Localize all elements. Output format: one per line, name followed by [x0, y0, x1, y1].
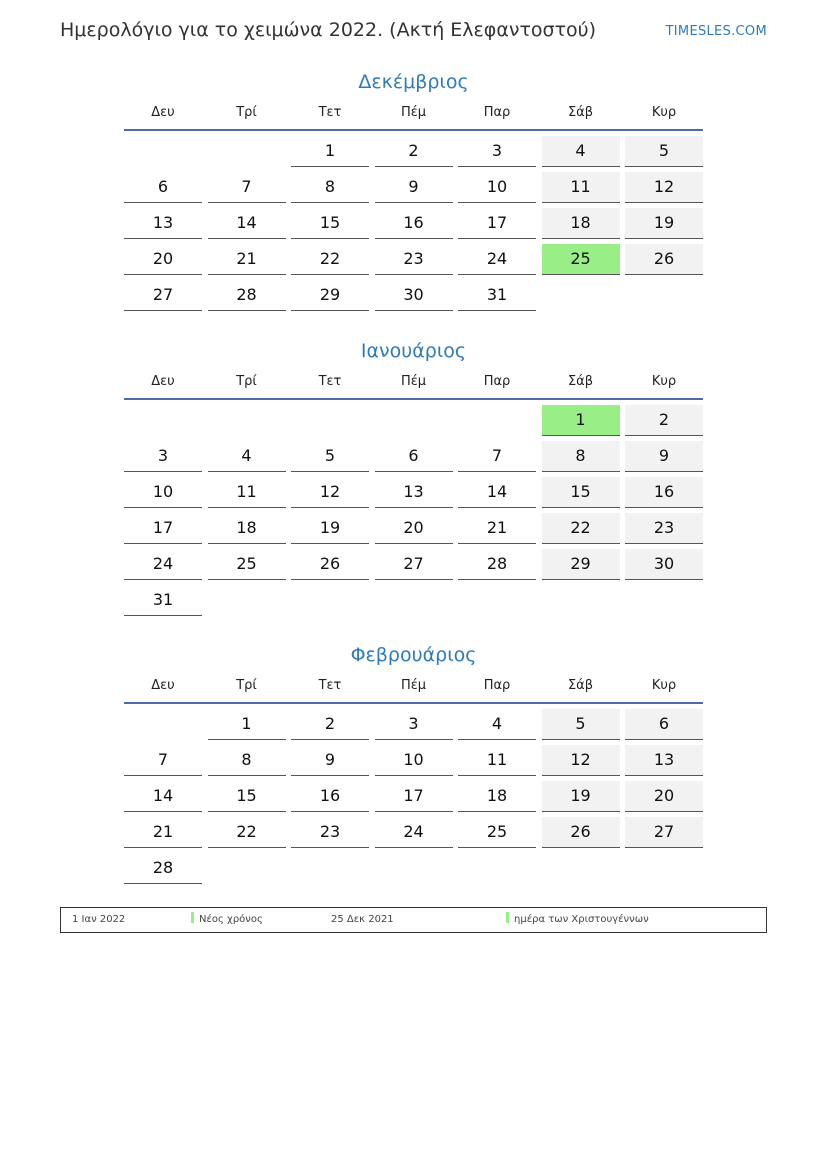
weekday-label: Τρί [236, 105, 257, 120]
day-cell[interactable]: 17 [375, 781, 453, 812]
day-cell[interactable]: 13 [625, 745, 703, 776]
day-cell[interactable]: 6 [124, 172, 202, 203]
empty-day [124, 136, 202, 166]
day-cell[interactable]: 8 [208, 745, 286, 776]
day-cell[interactable]: 26 [542, 817, 620, 848]
brand-link[interactable]: TIMESLES.COM [665, 24, 767, 39]
day-cell[interactable]: 8 [291, 172, 369, 203]
day-cell[interactable]: 19 [291, 513, 369, 544]
day-cell[interactable]: 24 [375, 817, 453, 848]
day-cell[interactable]: 16 [291, 781, 369, 812]
empty-day [458, 585, 536, 615]
holiday-color-swatch [506, 912, 509, 923]
day-cell[interactable]: 27 [124, 280, 202, 311]
day-cell[interactable]: 25 [208, 549, 286, 580]
day-cell[interactable]: 18 [542, 208, 620, 239]
legend-holiday [191, 908, 263, 932]
day-cell[interactable]: 20 [375, 513, 453, 544]
weekday-label: Παρ [483, 105, 511, 120]
empty-day [208, 585, 286, 615]
day-cell[interactable]: 15 [208, 781, 286, 812]
weekday-label: Κυρ [651, 105, 677, 120]
empty-day [458, 405, 536, 435]
day-grid [124, 709, 703, 884]
day-cell[interactable]: 7 [208, 172, 286, 203]
day-cell[interactable]: 16 [625, 477, 703, 508]
day-cell[interactable]: 21 [458, 513, 536, 544]
day-cell[interactable]: 1 [291, 136, 369, 167]
day-cell[interactable]: 24 [124, 549, 202, 580]
day-cell[interactable]: 12 [542, 745, 620, 776]
legend-holiday-name: ημέρα των Χριστουγέννων [514, 914, 649, 925]
weekday-header [124, 97, 703, 131]
day-cell[interactable]: 12 [291, 477, 369, 508]
day-cell[interactable]: 23 [291, 817, 369, 848]
empty-day [542, 853, 620, 883]
day-grid [124, 136, 703, 311]
day-cell[interactable]: 14 [458, 477, 536, 508]
day-cell[interactable]: 16 [375, 208, 453, 239]
weekday-label: Πέμ [400, 374, 427, 389]
month-title: Δεκέμβριος [358, 71, 469, 93]
day-cell[interactable]: 10 [124, 477, 202, 508]
day-cell[interactable]: 20 [625, 781, 703, 812]
day-cell[interactable]: 18 [208, 513, 286, 544]
day-cell[interactable]: 22 [291, 244, 369, 275]
day-cell[interactable]: 28 [458, 549, 536, 580]
day-cell[interactable]: 3 [124, 441, 202, 472]
weekday-label: Τετ [318, 105, 342, 120]
day-cell[interactable]: 2 [375, 136, 453, 167]
month-january [124, 336, 703, 616]
weekday-label: Πέμ [400, 105, 427, 120]
empty-day [625, 853, 703, 883]
holiday-legend [60, 907, 767, 933]
day-cell[interactable]: 23 [375, 244, 453, 275]
day-cell[interactable]: 13 [124, 208, 202, 239]
day-cell[interactable]: 14 [124, 781, 202, 812]
weekday-label: Σάβ [567, 105, 594, 120]
day-cell[interactable]: 11 [542, 172, 620, 203]
empty-day [375, 405, 453, 435]
day-cell[interactable]: 10 [458, 172, 536, 203]
day-cell[interactable]: 26 [291, 549, 369, 580]
weekday-label: Δευ [151, 374, 175, 389]
day-cell[interactable]: 4 [542, 136, 620, 167]
holiday-color-swatch [191, 912, 194, 923]
day-cell[interactable]: 2 [291, 709, 369, 740]
day-grid [124, 405, 703, 616]
day-cell[interactable]: 6 [625, 709, 703, 740]
day-cell[interactable]: 19 [542, 781, 620, 812]
day-cell[interactable]: 31 [124, 585, 202, 616]
day-cell[interactable]: 10 [375, 745, 453, 776]
day-cell[interactable]: 6 [375, 441, 453, 472]
day-cell[interactable]: 12 [625, 172, 703, 203]
weekday-header [124, 670, 703, 704]
day-cell[interactable]: 31 [458, 280, 536, 311]
day-cell[interactable]: 9 [291, 745, 369, 776]
weekday-label: Κυρ [651, 678, 677, 693]
day-cell[interactable]: 25 [458, 817, 536, 848]
day-cell[interactable]: 11 [458, 745, 536, 776]
empty-day [124, 405, 202, 435]
empty-day [542, 280, 620, 310]
weekday-label: Παρ [483, 374, 511, 389]
legend-holiday-name: Νέος χρόνος [199, 914, 263, 925]
page-title: Ημερολόγιο για το χειμώνα 2022. (Ακτή Ελεφαντοστού) [60, 19, 597, 41]
day-cell[interactable]: 4 [458, 709, 536, 740]
day-cell[interactable]: 14 [208, 208, 286, 239]
day-cell[interactable]: 15 [542, 477, 620, 508]
day-cell[interactable]: 4 [208, 441, 286, 472]
day-cell[interactable]: 9 [375, 172, 453, 203]
day-cell[interactable]: 20 [124, 244, 202, 275]
legend-date: 1 Ιαν 2022 [72, 914, 126, 925]
day-cell[interactable]: 8 [542, 441, 620, 472]
holiday-day-cell[interactable]: 1 [542, 405, 620, 436]
day-cell[interactable]: 13 [375, 477, 453, 508]
empty-day [124, 709, 202, 739]
day-cell[interactable]: 24 [458, 244, 536, 275]
empty-day [291, 405, 369, 435]
day-cell[interactable]: 30 [625, 549, 703, 580]
day-cell[interactable]: 28 [124, 853, 202, 884]
day-cell[interactable]: 22 [542, 513, 620, 544]
weekday-label: Σάβ [567, 678, 594, 693]
month-february [124, 640, 703, 884]
legend-date: 25 Δεκ 2021 [331, 914, 394, 925]
day-cell[interactable]: 3 [458, 136, 536, 167]
empty-day [625, 280, 703, 310]
empty-day [291, 853, 369, 883]
day-cell[interactable]: 23 [625, 513, 703, 544]
weekday-label: Πέμ [400, 678, 427, 693]
weekday-label: Κυρ [651, 374, 677, 389]
empty-day [375, 853, 453, 883]
weekday-label: Τετ [318, 374, 342, 389]
day-cell[interactable]: 9 [625, 441, 703, 472]
day-cell[interactable]: 27 [375, 549, 453, 580]
day-cell[interactable]: 15 [291, 208, 369, 239]
day-cell[interactable]: 26 [625, 244, 703, 275]
day-cell[interactable]: 5 [625, 136, 703, 167]
day-cell[interactable]: 5 [542, 709, 620, 740]
empty-day [375, 585, 453, 615]
legend-holiday [506, 908, 649, 932]
day-cell[interactable]: 2 [625, 405, 703, 436]
month-december [124, 67, 703, 311]
day-cell[interactable]: 19 [625, 208, 703, 239]
day-cell[interactable]: 1 [208, 709, 286, 740]
day-cell[interactable]: 5 [291, 441, 369, 472]
day-cell[interactable]: 28 [208, 280, 286, 311]
empty-day [625, 585, 703, 615]
day-cell[interactable]: 17 [458, 208, 536, 239]
holiday-day-cell[interactable]: 25 [542, 244, 620, 275]
day-cell[interactable]: 29 [291, 280, 369, 311]
empty-day [458, 853, 536, 883]
weekday-label: Παρ [483, 678, 511, 693]
weekday-label: Τρί [236, 374, 257, 389]
day-cell[interactable]: 27 [625, 817, 703, 848]
empty-day [208, 136, 286, 166]
weekday-label: Τρί [236, 678, 257, 693]
day-cell[interactable]: 17 [124, 513, 202, 544]
month-title: Ιανουάριος [360, 340, 467, 362]
day-cell[interactable]: 3 [375, 709, 453, 740]
day-cell[interactable]: 30 [375, 280, 453, 311]
weekday-label: Δευ [151, 105, 175, 120]
day-cell[interactable]: 7 [124, 745, 202, 776]
day-cell[interactable]: 21 [208, 244, 286, 275]
month-title: Φεβρουάριος [350, 644, 477, 666]
day-cell[interactable]: 18 [458, 781, 536, 812]
day-cell[interactable]: 7 [458, 441, 536, 472]
day-cell[interactable]: 22 [208, 817, 286, 848]
empty-day [208, 853, 286, 883]
empty-day [291, 585, 369, 615]
day-cell[interactable]: 29 [542, 549, 620, 580]
day-cell[interactable]: 11 [208, 477, 286, 508]
weekday-header [124, 366, 703, 400]
weekday-label: Δευ [151, 678, 175, 693]
weekday-label: Σάβ [567, 374, 594, 389]
day-cell[interactable]: 21 [124, 817, 202, 848]
weekday-label: Τετ [318, 678, 342, 693]
empty-day [208, 405, 286, 435]
empty-day [542, 585, 620, 615]
